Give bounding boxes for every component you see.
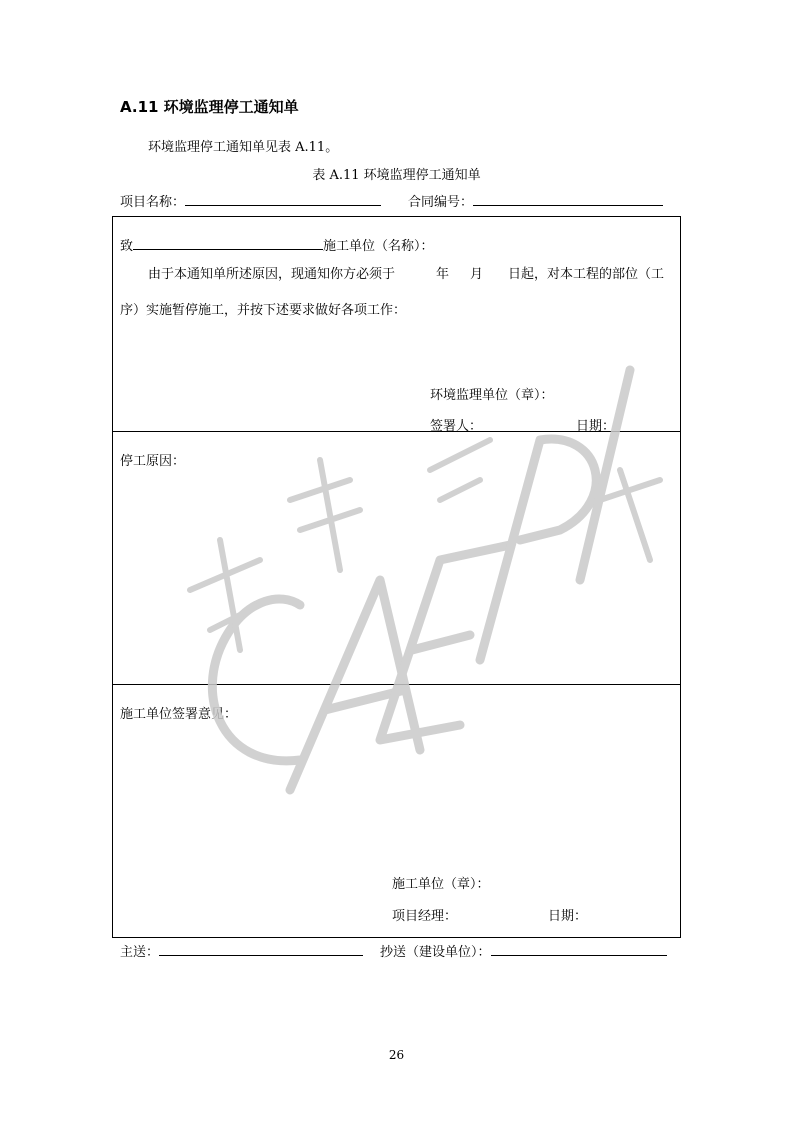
send-to-label: 主送： [120, 945, 160, 960]
project-manager-label: 项目经理： [392, 909, 458, 924]
construction-unit-label: 施工单位（名称）： [323, 239, 434, 254]
contract-no-blank [473, 191, 663, 206]
body-line-1a: 由于本通知单所述原因，现通知你方必须于 [148, 267, 396, 282]
addressee-blank [133, 235, 323, 250]
copy-to-label: 抄送（建设单位）： [380, 945, 491, 960]
intro-text: 环境监理停工通知单见表 A.11。 [148, 140, 339, 155]
page-number: 26 [388, 1048, 405, 1062]
send-to-field [120, 941, 363, 960]
project-name-blank [185, 191, 381, 206]
project-name-field [120, 191, 381, 210]
body-line-2: 序）实施暂停施工，并按下述要求做好各项工作： [120, 303, 407, 318]
table-caption: 表 A.11 环境监理停工通知单 [312, 168, 481, 183]
send-to-blank [159, 941, 363, 956]
section1-date-label: 日期： [576, 419, 616, 434]
section-heading: A.11 环境监理停工通知单 [120, 98, 299, 116]
to-label: 致 [120, 239, 134, 254]
copy-to-field [380, 941, 667, 960]
stop-reason-label: 停工原因： [120, 454, 186, 469]
body-line-1b: 日起，对本工程的部位（工 [508, 267, 665, 282]
notice-table [112, 216, 681, 938]
year-label: 年 [436, 267, 450, 282]
construction-unit-seal-label: 施工单位（章）： [392, 877, 490, 892]
contract-no-label: 合同编号： [408, 195, 474, 210]
contract-no-field [408, 191, 663, 210]
table-divider-2 [112, 684, 681, 685]
monitor-unit-seal-label: 环境监理单位（章）： [430, 388, 554, 403]
section3-date-label: 日期： [548, 909, 588, 924]
project-name-label: 项目名称： [120, 195, 186, 210]
signer-label: 签署人： [430, 419, 483, 434]
addressee-line [120, 235, 434, 254]
copy-to-blank [491, 941, 667, 956]
month-label: 月 [470, 267, 484, 282]
construction-opinion-label: 施工单位签署意见： [120, 707, 238, 722]
